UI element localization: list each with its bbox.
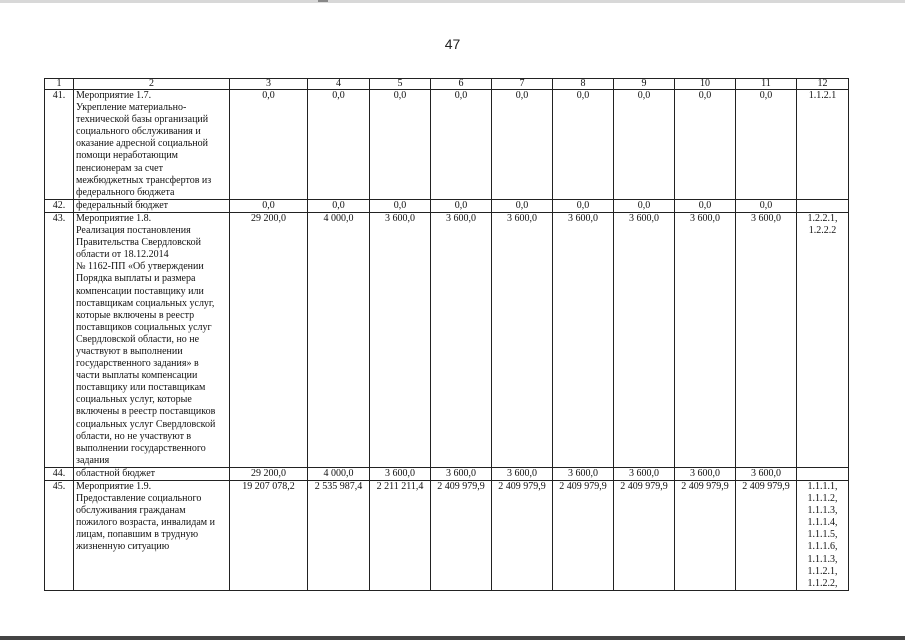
value-cell: 3 600,0 [492,467,553,480]
scan-top-edge [0,0,905,3]
column-number: 10 [675,79,736,90]
value-cell: 2 535 987,4 [308,481,370,591]
row-name: областной бюджет [74,467,230,480]
value-cell: 0,0 [492,90,553,200]
value-cell: 0,0 [308,90,370,200]
value-cell: 0,0 [431,199,492,212]
value-cell: 0,0 [370,199,431,212]
value-cell: 0,0 [736,199,797,212]
column-number: 12 [797,79,849,90]
value-cell: 3 600,0 [736,467,797,480]
value-cell: 0,0 [675,90,736,200]
table-row [45,90,849,200]
value-cell: 0,0 [230,90,308,200]
value-cell: 0,0 [736,90,797,200]
value-cell: 3 600,0 [614,212,675,467]
value-cell: 2 409 979,9 [431,481,492,591]
value-cell: 0,0 [308,199,370,212]
target-refs: 1.1.1.1, 1.1.1.2, 1.1.1.3, 1.1.1.4, 1.1.1.5, 1.1.1.6, 1.1.1.3, 1.1.2.1, 1.1.2.2, [797,481,849,591]
value-cell: 3 600,0 [675,212,736,467]
value-cell: 3 600,0 [431,212,492,467]
target-refs: 1.2.2.1, 1.2.2.2 [797,212,849,467]
column-number: 9 [614,79,675,90]
value-cell: 2 409 979,9 [492,481,553,591]
column-number: 1 [45,79,74,90]
row-name: федеральный бюджет [74,199,230,212]
value-cell: 0,0 [675,199,736,212]
target-refs: 1.1.2.1 [797,90,849,200]
value-cell: 0,0 [492,199,553,212]
value-cell: 0,0 [614,199,675,212]
scan-bottom-edge [0,636,905,640]
column-number: 6 [431,79,492,90]
value-cell: 3 600,0 [492,212,553,467]
value-cell: 3 600,0 [370,212,431,467]
column-number-row [45,79,849,90]
column-number: 3 [230,79,308,90]
value-cell: 0,0 [553,90,614,200]
page-number: 47 [444,36,461,52]
table-row [45,212,849,467]
value-cell: 29 200,0 [230,467,308,480]
table-row [45,199,849,212]
column-number: 8 [553,79,614,90]
value-cell: 2 409 979,9 [736,481,797,591]
table-row [45,467,849,480]
value-cell: 0,0 [230,199,308,212]
column-number: 4 [308,79,370,90]
value-cell: 3 600,0 [614,467,675,480]
value-cell: 19 207 078,2 [230,481,308,591]
value-cell: 4 000,0 [308,212,370,467]
column-number: 11 [736,79,797,90]
target-refs [797,199,849,212]
value-cell: 3 600,0 [553,467,614,480]
value-cell: 2 211 211,4 [370,481,431,591]
value-cell: 29 200,0 [230,212,308,467]
column-number: 5 [370,79,431,90]
target-refs [797,467,849,480]
row-number: 42. [45,199,74,212]
value-cell: 0,0 [431,90,492,200]
row-number: 43. [45,212,74,467]
column-number: 2 [74,79,230,90]
row-name: Мероприятие 1.9. Предоставление социального обслуживания гражданам пожилого возраста, инвалидам и лицам, попавшим в трудную жизненную ситуацию [74,481,230,591]
value-cell: 2 409 979,9 [614,481,675,591]
value-cell: 0,0 [553,199,614,212]
scan-mark [318,0,328,2]
value-cell: 2 409 979,9 [675,481,736,591]
budget-table [44,78,849,591]
value-cell: 0,0 [614,90,675,200]
row-number: 44. [45,467,74,480]
row-number: 45. [45,481,74,591]
value-cell: 4 000,0 [308,467,370,480]
value-cell: 3 600,0 [553,212,614,467]
value-cell: 2 409 979,9 [553,481,614,591]
row-name: Мероприятие 1.7. Укрепление материально- технической базы организаций социального обслуживания и оказание адресной социальной помощи неработающим пенсионерам за счет межбюджетных трансфертов из федерального бюджета [74,90,230,200]
value-cell: 3 600,0 [370,467,431,480]
table-row [45,481,849,591]
value-cell: 3 600,0 [675,467,736,480]
value-cell: 3 600,0 [736,212,797,467]
row-name: Мероприятие 1.8. Реализация постановления Правительства Свердловской области от 18.12.2014 № 1162-ПП «Об утверждении Порядка выплаты и размера компенсации поставщику или поставщикам социальных услуг, которые включены в реестр поставщиков социальных услуг Свердловской области, но не участвуют в выполнении государственного задания» в части выплаты компенсации поставщику или поставщикам социальных услуг, которые включены в реестр поставщиков социальных услуг Свердловской области, но не участвуют в выполнении государственного задания [74,212,230,467]
column-number: 7 [492,79,553,90]
value-cell: 3 600,0 [431,467,492,480]
row-number: 41. [45,90,74,200]
value-cell: 0,0 [370,90,431,200]
